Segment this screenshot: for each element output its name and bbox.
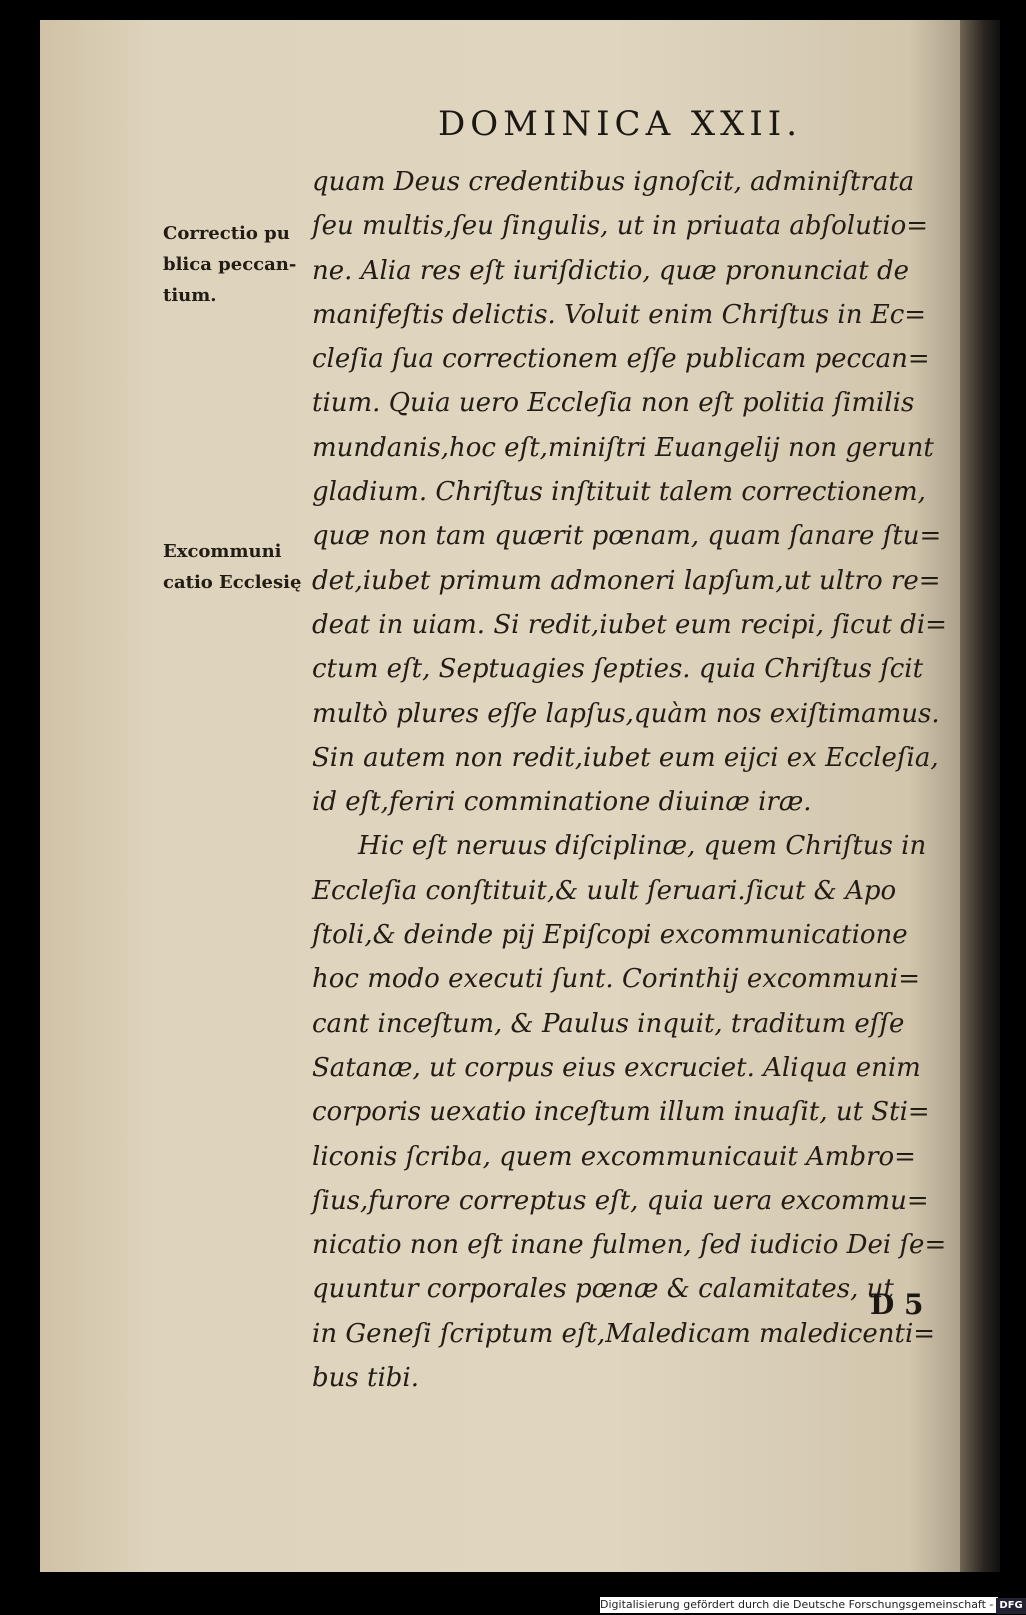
footer-credit <box>600 1597 1023 1613</box>
margin-note-excommunicatio <box>163 536 309 598</box>
margin-note-line: Excommuni <box>163 541 282 562</box>
text-line: quuntur corporales pœnæ & calamitates, ut <box>312 1274 894 1305</box>
text-line: Sin autem non redit,iubet eum eijci ex Eccleſia, <box>312 742 939 773</box>
margin-note-line: tium. <box>163 285 217 306</box>
text-line: ſius,furore correptus eſt, quia uera excommu= <box>312 1185 929 1216</box>
text-line: tium. Quia uero Eccleſia non eſt politia ſimilis <box>312 388 915 419</box>
text-line: cant inceſtum, & Paulus inquit, traditum eſſe <box>312 1008 905 1039</box>
text-line: quam Deus credentibus ignoſcit, adminiſtrata <box>312 167 915 197</box>
text-line: quæ non tam quærit pœnam, quam ſanare ſtu= <box>312 521 942 552</box>
body-text <box>312 160 947 1400</box>
text-line: ne. Alia res eſt iuriſdictio, quæ pronunciat de <box>312 255 910 286</box>
dfg-logo: DFG <box>996 1598 1025 1614</box>
footer-text: Digitalisierung gefördert durch die Deutsche Forschungsgemeinschaft - <box>600 1598 994 1611</box>
text-line: Eccleſia conſtituit,& uult ſeruari.ſicut & Apo <box>312 875 897 906</box>
margin-note-line: blica peccan- <box>163 254 297 275</box>
text-line: in Geneſi ſcriptum eſt,Maledicam maledicenti= <box>312 1318 936 1349</box>
text-line: liconis ſcriba, quem excommunicauit Ambro= <box>312 1141 916 1172</box>
text-line: Hic eſt neruus diſciplinæ, quem Chriſtus in <box>358 831 927 862</box>
text-line: cleſia ſua correctionem eſſe publicam peccan= <box>312 344 930 375</box>
text-line: Satanæ, ut corpus eius excruciet. Aliqua enim <box>312 1052 921 1083</box>
text-line: nicatio non eſt inane fulmen, ſed iudicio Dei ſe= <box>312 1230 947 1261</box>
margin-note-line: catio Ecclesię <box>163 572 302 593</box>
book-spine <box>960 20 1000 1572</box>
text-line: mundanis,hoc eſt,miniſtri Euangelij non gerunt <box>312 432 934 463</box>
catchword: D 5 <box>870 1288 924 1321</box>
text-line: multò plures eſſe lapſus,quàm nos exiſtimamus. <box>312 698 940 729</box>
page-header: DOMINICA XXII. <box>438 104 803 144</box>
text-line: manifeſtis delictis. Voluit enim Chriſtus in Ec= <box>312 299 927 330</box>
text-line: bus tibi. <box>312 1363 419 1394</box>
text-line: ſeu multis,ſeu ſingulis, ut in priuata abſolutio= <box>312 211 929 242</box>
text-line: hoc modo executi ſunt. Corinthij excommuni= <box>312 964 920 995</box>
text-line: ſtoli,& deinde pij Epiſcopi excommunicatione <box>312 920 908 951</box>
text-line: deat in uiam. Si redit,iubet eum recipi, ſicut di= <box>312 609 947 640</box>
text-line: id eſt,feriri comminatione diuinæ iræ. <box>312 787 812 818</box>
text-line: ctum eſt, Septuagies ſepties. quia Chriſtus ſcit <box>312 654 924 685</box>
margin-note-line: Correctio pu <box>163 223 290 244</box>
text-line: det,iubet primum admoneri lapſum,ut ultro re= <box>312 565 941 596</box>
margin-note-correctio <box>163 218 309 311</box>
text-line: gladium. Chriſtus inſtituit talem correctionem, <box>312 477 926 508</box>
text-line: corporis uexatio inceſtum illum inuaſit, ut Sti= <box>312 1097 930 1128</box>
